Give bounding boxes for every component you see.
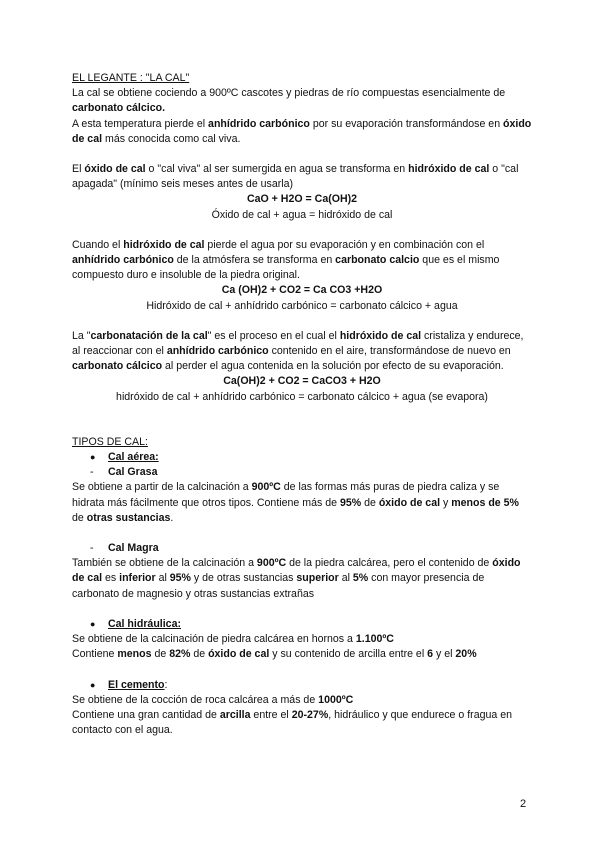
bullet-cemento: ● El cemento: <box>90 678 532 693</box>
paragraph-carbonatacion: La "carbonatación de la cal" es el proceso en el cual el hidróxido de cal cristaliza y endurece, al reaccionar con el anhídrido carbónico contenido en el aire, transformándose de nuevo en carbonato cálcico al perder el agua contenida en la solución por efecto de su evaporación. <box>72 329 524 373</box>
paragraph-cal-grasa: Se obtiene a partir de la calcinación a 900ºC de las formas más puras de piedra caliza y se hidrata más fácilmente que otros tipos. Contiene más de 95% de óxido de cal y menos de 5% de otras sustancias. <box>72 481 519 524</box>
formula-3: Ca(OH)2 + CO2 = CaCO3 + H2O <box>223 375 381 388</box>
bullet-dot-icon: ● <box>90 452 96 463</box>
bullet-dot-icon: ● <box>90 679 96 690</box>
formula-2-description: Hidróxido de cal + anhídrido carbónico = carbonato cálcico + agua <box>146 299 458 312</box>
paragraph-hidroxido: Cuando el hidróxido de cal pierde el agua por su evaporación y en combinación con el anhídrido carbónico de la atmósfera se transforma en carbonato calcio que es el mismo compuesto duro e insoluble de la piedra original. <box>72 238 500 282</box>
page-number: 2 <box>520 798 527 810</box>
dash-icon: - <box>90 542 94 555</box>
paragraph-cal-magra: También se obtiene de la calcinación a 900ºC de la piedra calcárea, pero el contenido de óxido de cal es inferior al 95% y de otras sustancias superior al 5% con mayor presencia de carbonato de magnesio y otras sustancias extrañas <box>72 557 521 600</box>
bullet-dot-icon: ● <box>90 618 96 629</box>
document-page <box>72 71 532 738</box>
paragraph-hidraulica-2: Contiene menos de 82% de óxido de cal y su contenido de arcilla entre el 6 y el 20% <box>72 648 477 661</box>
dash-icon: - <box>90 466 94 479</box>
formula-1: CaO + H2O = Ca(OH)2 <box>246 193 358 206</box>
bullet-cal-hidraulica: ● Cal hidráulica: <box>90 617 532 632</box>
paragraph-temperatura: A esta temperatura pierde el anhídrido carbónico por su evaporación transformándose en óxido de cal más conocida como cal viva. <box>72 117 532 145</box>
formula-2: Ca (OH)2 + CO2 = Ca CO3 +H2O <box>221 284 383 297</box>
dash-cal-magra: - Cal Magra <box>90 541 532 556</box>
paragraph-hidraulica-1: Se obtiene de la calcinación de piedra calcárea en hornos a 1.100ºC <box>72 633 394 646</box>
paragraph-cemento-2: Contiene una gran cantidad de arcilla entre el 20-27%, hidráulico y que endurece o fragua en contacto con el agua. <box>72 708 512 737</box>
paragraph-obtencion: La cal se obtiene cociendo a 900ºC cascotes y piedras de río compuestas esencialmente de carbonato cálcico. <box>72 87 506 115</box>
section-heading-legante: EL LEGANTE : "LA CAL" <box>72 72 190 84</box>
paragraph-cal-viva: El óxido de cal o "cal viva" al ser sumergida en agua se transforma en hidróxido de cal o "cal apagada" (mínimo seis meses antes de usarla) <box>72 163 519 191</box>
formula-1-description: Óxido de cal + agua = hidróxido de cal <box>211 208 393 221</box>
section-heading-tipos: TIPOS DE CAL: <box>72 435 148 448</box>
formula-3-description: hidróxido de cal + anhídrido carbónico = carbonato cálcico + agua (se evapora) <box>116 390 488 403</box>
bullet-cal-aerea: ● Cal aérea: <box>90 450 532 465</box>
dash-cal-grasa: - Cal Grasa <box>90 465 532 480</box>
paragraph-cemento-1: Se obtiene de la cocción de roca calcárea a más de 1000ºC <box>72 693 354 706</box>
